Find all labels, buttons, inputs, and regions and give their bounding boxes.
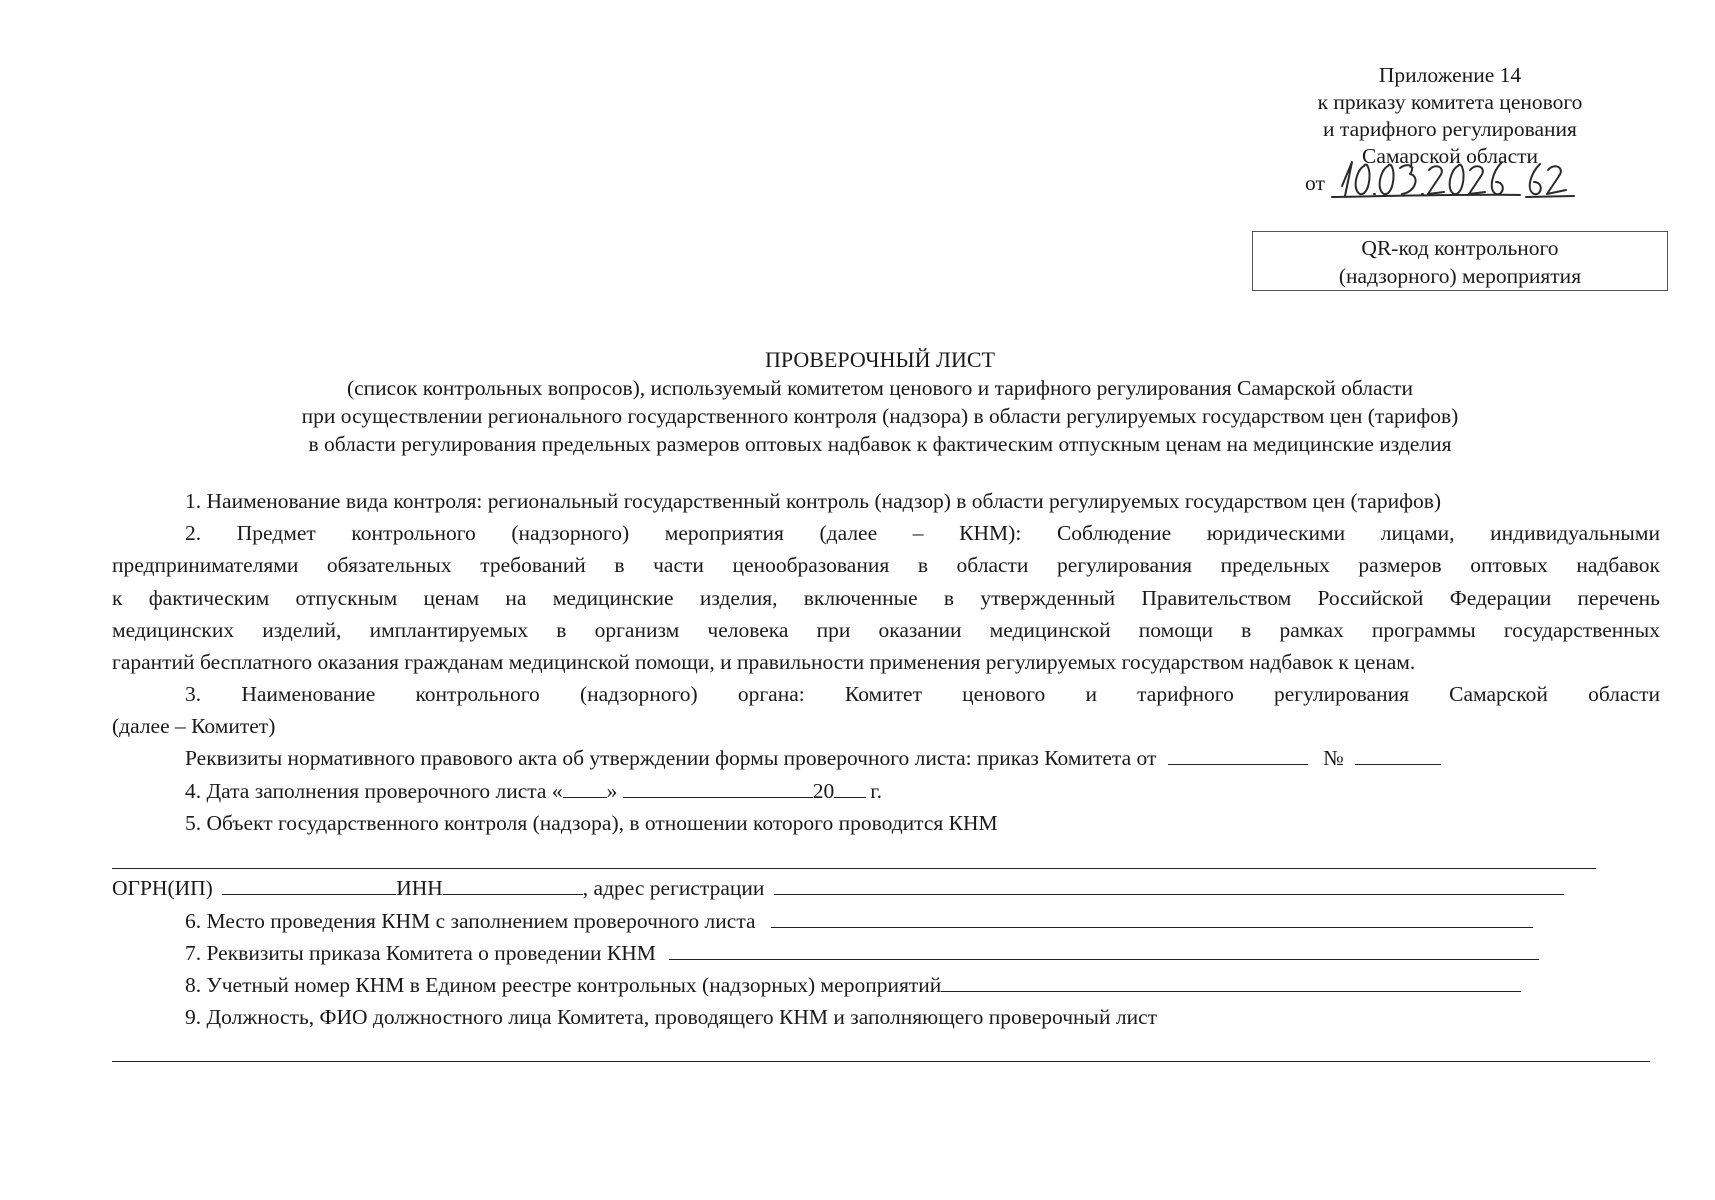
requisites-number-field[interactable] bbox=[1355, 746, 1441, 765]
qr-code-box bbox=[1252, 231, 1668, 291]
fill-date-day-field[interactable] bbox=[563, 779, 607, 798]
annex-date-row bbox=[1240, 170, 1660, 200]
item-2-line-5: гарантий бесплатного оказания гражданам медицинской помощи, и правильности применения регулируемых государством надбавок к ценам. bbox=[112, 650, 1416, 674]
heading-line-1: (список контрольных вопросов), используемый комитетом ценового и тарифного регулирования Самарской области bbox=[346, 376, 1414, 400]
inn-label: ИНН bbox=[396, 876, 443, 900]
address-label: , адрес регистрации bbox=[582, 876, 765, 900]
heading-line-2: при осуществлении регионального государственного контроля (надзора) в области регулируемых государством цен (тарифов) bbox=[301, 404, 1459, 428]
item-2-line-2: предпринимателями обязательных требований в части ценообразования в области регулирования предельных размеров оптовых надбавок bbox=[112, 553, 1660, 577]
ogrn-row bbox=[112, 876, 1564, 901]
object-field-line[interactable] bbox=[112, 868, 1596, 869]
item-8-row bbox=[185, 973, 1521, 998]
item-2-line-4: медицинских изделий, имплантируемых в организм человека при оказании медицинской помощи в рамках программы государственных bbox=[112, 618, 1660, 642]
place-field[interactable] bbox=[771, 909, 1533, 928]
item-5: 5. Объект государственного контроля (надзора), в отношении которого проводится КНМ bbox=[185, 811, 998, 835]
requisites-date-field[interactable] bbox=[1168, 746, 1308, 765]
item-4-year-suffix: г. bbox=[870, 779, 883, 803]
ogrn-label: ОГРН(ИП) bbox=[112, 876, 213, 900]
document-heading bbox=[100, 346, 1660, 458]
qr-box-line-1: QR-код контрольного bbox=[1361, 236, 1559, 260]
item-4-row bbox=[185, 779, 882, 804]
item-1: 1. Наименование вида контроля: региональный государственный контроль (надзор) в области регулируемых государством цен (тарифов) bbox=[185, 489, 1442, 513]
fill-date-year-field[interactable] bbox=[834, 779, 866, 798]
item-2-line-3: к фактическим отпускным ценам на медицинские изделия, включенные в утвержденный Правительством Российской Федерации перечень bbox=[112, 586, 1660, 610]
requisites-number-label: № bbox=[1323, 746, 1344, 770]
inn-field[interactable] bbox=[443, 876, 583, 895]
item-3-line-2: (далее – Комитет) bbox=[112, 714, 276, 738]
document-title: ПРОВЕРОЧНЫЙ ЛИСТ bbox=[765, 347, 995, 372]
annex-line-2: к приказу комитета ценового bbox=[1317, 90, 1583, 114]
requisites-label: Реквизиты нормативного правового акта об утверждении формы проверочного листа: приказ Комитета от bbox=[185, 746, 1157, 770]
handwritten-date-signature bbox=[1330, 156, 1580, 202]
requisites-row bbox=[185, 746, 1441, 771]
item-9: 9. Должность, ФИО должностного лица Комитета, проводящего КНМ и заполняющего проверочный лист bbox=[185, 1005, 1158, 1029]
item-6-row bbox=[185, 909, 1533, 934]
ogrn-field[interactable] bbox=[222, 876, 396, 895]
item-4-year-prefix: 20 bbox=[812, 779, 835, 803]
item-4-quote-close: » bbox=[606, 779, 618, 803]
fill-date-month-field[interactable] bbox=[623, 779, 813, 798]
address-field[interactable] bbox=[774, 876, 1564, 895]
annex-line-4: Самарской области bbox=[1361, 144, 1539, 168]
inspector-field-line[interactable] bbox=[112, 1061, 1650, 1062]
item-4-label: 4. Дата заполнения проверочного листа « bbox=[185, 779, 563, 803]
item-3-line-1: 3. Наименование контрольного (надзорного) органа: Комитет ценового и тарифного регулирования Самарской области bbox=[185, 682, 1660, 706]
item-7-row bbox=[185, 941, 1539, 966]
item-6-label: 6. Место проведения КНМ с заполнением проверочного листа bbox=[185, 909, 756, 933]
annex-date-prefix: от bbox=[1305, 171, 1325, 195]
annex-line-1: Приложение 14 bbox=[1378, 63, 1522, 87]
qr-box-line-2: (надзорного) мероприятия bbox=[1338, 264, 1582, 288]
order-requisites-field[interactable] bbox=[669, 941, 1539, 960]
item-2-line-1: 2. Предмет контрольного (надзорного) мероприятия (далее – КНМ): Соблюдение юридическими лицами, индивидуальными bbox=[185, 521, 1660, 545]
registry-number-field[interactable] bbox=[941, 973, 1521, 992]
item-7-label: 7. Реквизиты приказа Комитета о проведении КНМ bbox=[185, 941, 656, 965]
item-8-label: 8. Учетный номер КНМ в Едином реестре контрольных (надзорных) мероприятий bbox=[185, 973, 942, 997]
annex-header bbox=[1240, 62, 1660, 200]
heading-line-3: в области регулирования предельных размеров оптовых надбавок к фактическим отпускным ценам на медицинские изделия bbox=[308, 432, 1452, 456]
annex-line-3: и тарифного регулирования bbox=[1323, 117, 1577, 141]
